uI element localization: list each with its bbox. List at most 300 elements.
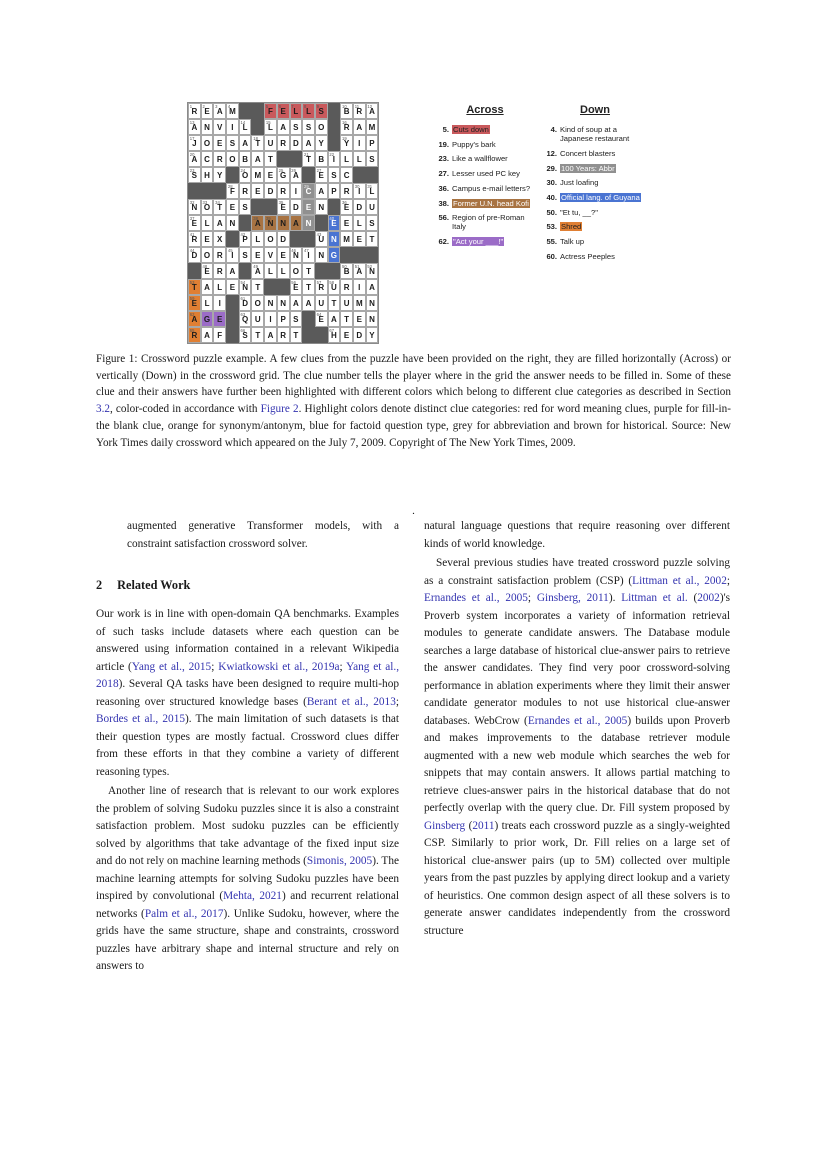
crossword-grid: [187, 102, 379, 344]
grid-cell: T: [340, 311, 353, 327]
grid-cell: Y: [213, 167, 226, 183]
grid-cell: 42 P: [239, 231, 252, 247]
clue-text: Campus e-mail letters?: [452, 183, 531, 193]
grid-black-cell: [239, 215, 252, 231]
clue-text: Concert blasters: [560, 148, 616, 158]
grid-black-cell: [251, 119, 264, 135]
grid-cell: E: [226, 199, 239, 215]
grid-black-cell: [315, 263, 328, 279]
grid-cell: 58 U: [328, 279, 341, 295]
stray-period: .: [412, 505, 415, 517]
clue-number: 23.: [438, 154, 449, 164]
citation-link[interactable]: Littman et al.: [621, 592, 688, 604]
grid-cell: E: [264, 167, 277, 183]
grid-cell: 22 I: [328, 151, 341, 167]
grid-black-cell: [302, 167, 315, 183]
clue-number: 62.: [438, 237, 449, 247]
grid-cell: 20 A: [188, 151, 201, 167]
cell-number: 40: [329, 215, 335, 221]
grid-black-cell: [290, 151, 303, 167]
grid-cell: 49 A: [251, 263, 264, 279]
grid-cell: R: [213, 263, 226, 279]
cell-number: 61: [240, 295, 246, 301]
grid-cell: A: [290, 295, 303, 311]
clue-item: [542, 193, 648, 202]
grid-cell: 12 A: [366, 103, 379, 119]
grid-cell: 56 E: [290, 279, 303, 295]
grid-cell: U: [264, 135, 277, 151]
clue-item: [434, 169, 536, 178]
grid-cell: B: [315, 151, 328, 167]
clue-text: Just loafing: [560, 178, 599, 188]
cell-number: 59: [189, 295, 195, 301]
grid-cell: N: [328, 231, 341, 247]
grid-cell: G: [201, 311, 214, 327]
clue-text: Like a wallflower: [452, 154, 508, 164]
grid-cell: B: [239, 151, 252, 167]
cell-number: 12: [367, 103, 373, 109]
grid-cell: 34 T: [213, 199, 226, 215]
cell-number: 11: [354, 103, 360, 109]
grid-cell: U: [251, 311, 264, 327]
grid-cell: L: [353, 215, 366, 231]
cell-number: 50: [342, 263, 347, 269]
grid-cell: 4 M: [226, 103, 239, 119]
list-continuation-text: augmented generative Transformer models, with a constraint satisfaction crossword solver.: [127, 520, 399, 550]
grid-cell: S: [239, 247, 252, 263]
grid-black-cell: [328, 119, 341, 135]
grid-cell: 15 L: [264, 119, 277, 135]
grid-cell: P: [328, 183, 341, 199]
grid-cell: A: [226, 263, 239, 279]
grid-cell: V: [264, 247, 277, 263]
clue-item: [434, 237, 536, 246]
cell-number: 36: [342, 199, 347, 205]
clue-text: Lesser used PC key: [452, 169, 520, 179]
citation-link[interactable]: Berant et al., 2013: [306, 695, 396, 708]
cell-number: 42: [240, 231, 246, 237]
citation-link[interactable]: Figure 2: [260, 403, 299, 416]
grid-cell: 52 N: [366, 263, 379, 279]
grid-cell: E: [226, 279, 239, 295]
grid-cell: E: [353, 231, 366, 247]
grid-cell: N: [366, 311, 379, 327]
grid-cell: C: [340, 167, 353, 183]
grid-cell: P: [277, 311, 290, 327]
clue-item: [542, 178, 648, 187]
grid-cell: O: [226, 151, 239, 167]
grid-cell: A: [353, 119, 366, 135]
grid-cell: A: [251, 151, 264, 167]
clue-text: Region of pre-Roman Italy: [452, 213, 525, 232]
grid-cell: D: [353, 327, 366, 343]
cell-number: 32: [189, 199, 195, 205]
grid-black-cell: [302, 311, 315, 327]
grid-cell: 30 I: [353, 183, 366, 199]
grid-cell: 65 R: [188, 327, 201, 343]
grid-cell: A: [201, 327, 214, 343]
clue-number: 53.: [546, 222, 557, 232]
grid-cell: R: [213, 247, 226, 263]
citation-link[interactable]: Ginsberg: [424, 819, 466, 832]
grid-cell: O: [251, 295, 264, 311]
cell-number: 21: [303, 151, 309, 157]
cell-number: 8: [303, 103, 307, 109]
grid-cell: 13 A: [188, 119, 201, 135]
cell-number: 24: [240, 167, 246, 173]
grid-cell: A: [201, 279, 214, 295]
clue-text: [452, 237, 536, 246]
grid-black-cell: [328, 103, 341, 119]
clue-text: [560, 193, 648, 202]
grid-cell: R: [277, 135, 290, 151]
cell-number: 48: [202, 263, 208, 269]
grid-black-cell: [226, 311, 239, 327]
clue-item: [542, 208, 648, 217]
cell-number: 31: [367, 183, 373, 189]
citation-link[interactable]: 2002: [697, 592, 720, 604]
right-column: [424, 518, 730, 940]
cell-number: 52: [367, 263, 373, 269]
grid-black-cell: [328, 135, 341, 151]
grid-cell: A: [302, 295, 315, 311]
grid-cell: A: [315, 183, 328, 199]
clue-number: 55.: [546, 237, 557, 247]
grid-cell: 5 F: [264, 103, 277, 119]
grid-cell: 23 S: [188, 167, 201, 183]
grid-cell: 32 N: [188, 199, 201, 215]
cell-number: 1: [189, 103, 193, 109]
clue-item: [434, 184, 536, 193]
paragraph: Several previous studies have treated crossword puzzle solving as a constraint satisfaction problem (CSP) (Littman et al., 2002; Ernandes et al., 2005; Ginsberg, 2011). Littman et al. (2002)'s Proverb system incorporates a variety of information retrieval modules to generate candidate answers. The Database module searches a large database of historical clue-answer pairs to retrieve the answer candidates. They find very poor crossword-solving performance in ablation experiments where they limit their answer candidate generator modules to not use historical clue-answer databases. WebCrow (Ernandes et al., 2005) builds upon Proverb and makes improvements to the database retriever module augmented with a new web module which searches the web for snippets that may contain answers. It allows partial matching to retrieve clues-answer pairs in the historical database that do not perfectly overlap with the query clue. Dr. Fill system proposed by Ginsberg (2011) treats each crossword puzzle as a singly-weighted CSP. Similarly to prior work, Dr. Fill relies on a large set of historical clue-answer pairs (up to 5M) collected over multiple years from the past puzzles by applying direct lookup and a variety of heuristics. One common design aspect of all these solvers is to generate answer candidates independently from the crossword structure: [424, 557, 731, 937]
grid-black-cell: [239, 263, 252, 279]
grid-cell: 19 Y: [340, 135, 353, 151]
clue-number: 38.: [438, 198, 449, 208]
grid-cell: L: [251, 231, 264, 247]
clue-highlight-purple: "Act your ___!": [453, 237, 504, 247]
grid-cell: 18 T: [251, 135, 264, 151]
grid-cell: E: [201, 231, 214, 247]
grid-cell: S: [239, 199, 252, 215]
cell-number: 14: [240, 119, 246, 125]
clue-text: Kind of soup at a Japanese restaurant: [560, 125, 630, 144]
grid-cell: 17 J: [188, 135, 201, 151]
cell-number: 23: [189, 167, 195, 173]
down-items: [542, 125, 648, 261]
grid-cell: U: [366, 199, 379, 215]
grid-cell: D: [353, 199, 366, 215]
cell-number: 67: [329, 327, 335, 333]
citation-link[interactable]: Ginsberg, 2011: [536, 592, 609, 604]
grid-cell: A: [213, 215, 226, 231]
grid-cell: I: [226, 119, 239, 135]
figure-caption: Figure 1: Crossword puzzle example. A few clues from the puzzle have been provided on the right, they are filled horizontally (Across) or vertically (Down) in the crossword grid. The clue number tells the player where in the grid the answer needs to be filled in. Some of these clue and their answers have further been highlighted with different colors which belong to different clue categories as described in Section 3.2, color-coded in accordance with Figure 2. Highlight colors denote distinct clue categories: red for word meaning clues, purple for fill-in-the blank clue, orange for synonym/antonym, blue for factoid question type, grey for abbreviation and brown for historical. Source: New York Times daily crossword which appeared on the July 7, 2009. Copyright of The New York Times, 2009.: [96, 353, 731, 449]
clue-item: [434, 213, 536, 231]
grid-black-cell: [277, 151, 290, 167]
grid-cell: 53 T: [188, 279, 201, 295]
cell-number: 54: [240, 279, 246, 285]
grid-black-cell: [302, 231, 315, 247]
grid-cell: R: [340, 279, 353, 295]
grid-cell: G: [328, 247, 341, 263]
cell-number: 45: [227, 247, 233, 253]
grid-cell: I: [264, 311, 277, 327]
cell-number: 35: [278, 199, 284, 205]
cell-number: 6: [278, 103, 281, 109]
grid-cell: 8 L: [302, 103, 315, 119]
grid-black-cell: [188, 263, 201, 279]
paragraph: Our work is in line with open-domain QA benchmarks. Examples of such tasks include datasets where each question can be answered using information contained in a relevant Wikipedia article (Yang et al., 2015; Kwiatkowski et al., 2019a; Yang et al., 2018). Several QA tasks have been designed to require multi-hop reasoning over structured knowledge bases (Berant et al., 2013; Bordes et al., 2015). The main limitation of such datasets is that their question types are mostly factual. Crossword clues differ from these efforts in that they combine a variety of different reasoning types.: [96, 608, 400, 778]
grid-cell: N: [277, 215, 290, 231]
grid-black-cell: [239, 103, 252, 119]
grid-cell: I: [213, 295, 226, 311]
cell-number: 51: [354, 263, 360, 269]
grid-cell: E: [277, 247, 290, 263]
section-number: 2: [96, 578, 103, 592]
grid-cell: T: [366, 231, 379, 247]
clue-text: [560, 164, 648, 173]
cell-number: 7: [291, 103, 294, 109]
clue-number: 12.: [546, 148, 557, 158]
citation-link[interactable]: Yang et al., 2015: [131, 660, 212, 673]
grid-black-cell: [366, 167, 379, 183]
grid-cell: L: [264, 263, 277, 279]
cell-number: 58: [329, 279, 335, 285]
grid-cell: A: [264, 327, 277, 343]
grid-cell: S: [290, 119, 303, 135]
grid-cell: S: [226, 135, 239, 151]
cell-number: 27: [316, 167, 322, 173]
grid-cell: E: [251, 183, 264, 199]
grid-cell: 10 B: [340, 103, 353, 119]
cell-number: 10: [342, 103, 347, 109]
clue-item: [434, 125, 536, 134]
grid-cell: 63 Q: [239, 311, 252, 327]
grid-cell: Y: [366, 327, 379, 343]
cell-number: 15: [265, 119, 271, 125]
cell-number: 57: [316, 279, 322, 285]
grid-cell: 54 N: [239, 279, 252, 295]
cell-number: 46: [291, 247, 296, 253]
grid-cell: 2 E: [201, 103, 214, 119]
grid-cell: R: [340, 183, 353, 199]
citation-link[interactable]: Ernandes et al., 2005: [424, 592, 528, 604]
grid-cell: 41 R: [188, 231, 201, 247]
grid-cell: 24 O: [239, 167, 252, 183]
grid-cell: A: [302, 135, 315, 151]
clue-text: [452, 125, 536, 134]
grid-cell: O: [315, 119, 328, 135]
grid-cell: 39 N: [264, 215, 277, 231]
grid-cell: T: [251, 279, 264, 295]
grid-cell: T: [302, 263, 315, 279]
clue-text: [560, 222, 648, 231]
grid-cell: L: [213, 279, 226, 295]
grid-cell: T: [264, 151, 277, 167]
cell-number: 33: [202, 199, 208, 205]
cell-number: 19: [342, 135, 347, 141]
grid-cell: E: [251, 247, 264, 263]
cell-number: 5: [265, 103, 269, 109]
grid-cell: A: [239, 135, 252, 151]
grid-cell: T: [290, 327, 303, 343]
grid-cell: 37 E: [188, 215, 201, 231]
clue-item: [542, 149, 648, 158]
clue-highlight-grey: 100 Years: Abbr: [561, 163, 615, 173]
grid-cell: 43 U: [315, 231, 328, 247]
grid-cell: 40 E: [328, 215, 341, 231]
grid-cell: 3 A: [213, 103, 226, 119]
grid-cell: 14 L: [239, 119, 252, 135]
clue-highlight-brown: Former U.N. head Kofi: [453, 198, 529, 208]
grid-cell: C: [201, 151, 214, 167]
paragraph: natural language questions that require reasoning over different kinds of world knowledge.: [424, 520, 730, 550]
grid-cell: S: [366, 215, 379, 231]
clue-text: [452, 199, 536, 208]
cell-number: 37: [189, 215, 195, 221]
cell-number: 64: [316, 311, 322, 317]
grid-black-cell: [302, 327, 315, 343]
grid-cell: S: [302, 119, 315, 135]
grid-cell: 45 I: [226, 247, 239, 263]
grid-cell: H: [201, 167, 214, 183]
grid-black-cell: [328, 263, 341, 279]
cell-number: 22: [329, 151, 335, 157]
cell-number: 16: [342, 119, 347, 125]
clue-item: [542, 125, 648, 143]
cell-number: 34: [215, 199, 220, 205]
cell-number: 18: [253, 135, 258, 141]
cell-number: 38: [253, 215, 258, 221]
grid-black-cell: [277, 279, 290, 295]
clue-highlight-red: Cuts down: [453, 125, 489, 134]
clue-item: [542, 237, 648, 246]
grid-cell: 7 L: [290, 103, 303, 119]
grid-cell: 46 N: [290, 247, 303, 263]
grid-cell: N: [277, 295, 290, 311]
down-clue-list: [542, 104, 648, 267]
grid-cell: I: [290, 183, 303, 199]
grid-cell: E: [340, 215, 353, 231]
down-header: Down: [580, 104, 610, 116]
grid-cell: R: [277, 183, 290, 199]
citation-link[interactable]: Palm et al., 2017: [144, 907, 224, 920]
cell-number: 3: [215, 103, 218, 109]
grid-cell: 36 E: [340, 199, 353, 215]
grid-cell: 28 F: [226, 183, 239, 199]
grid-cell: 38 A: [251, 215, 264, 231]
grid-cell: O: [201, 135, 214, 151]
grid-cell: N: [315, 247, 328, 263]
grid-black-cell: [264, 199, 277, 215]
grid-black-cell: [366, 247, 379, 263]
cell-number: 63: [240, 311, 246, 317]
grid-cell: 47 I: [302, 247, 315, 263]
cell-number: 49: [253, 263, 258, 269]
citation-link[interactable]: Ernandes et al., 2005: [527, 714, 628, 727]
grid-cell: E: [213, 135, 226, 151]
grid-cell: R: [239, 183, 252, 199]
across-header: Across: [466, 104, 504, 116]
grid-cell: N: [366, 295, 379, 311]
grid-cell: 50 B: [340, 263, 353, 279]
grid-black-cell: [264, 279, 277, 295]
cell-number: 17: [189, 135, 195, 141]
section-title: Related Work: [117, 578, 191, 592]
grid-cell: 29 C: [302, 183, 315, 199]
grid-cell: 31 L: [366, 183, 379, 199]
clue-text: Puppy's bark: [452, 139, 496, 149]
grid-cell: P: [366, 135, 379, 151]
clue-number: 36.: [438, 183, 449, 193]
cell-number: 4: [227, 103, 231, 109]
citation-link[interactable]: Simonis, 2005: [306, 855, 373, 867]
grid-black-cell: [340, 247, 353, 263]
grid-cell: I: [353, 135, 366, 151]
grid-cell: R: [277, 327, 290, 343]
cell-number: 39: [265, 215, 271, 221]
grid-black-cell: [353, 167, 366, 183]
citation-link[interactable]: 2011: [472, 819, 495, 832]
grid-cell: A: [366, 279, 379, 295]
cell-number: 30: [354, 183, 360, 189]
grid-cell: D: [290, 135, 303, 151]
grid-cell: M: [340, 231, 353, 247]
cell-number: 65: [189, 327, 195, 333]
clue-item: [434, 154, 536, 163]
grid-cell: 35 E: [277, 199, 290, 215]
citation-link[interactable]: Littman et al., 2002: [632, 574, 727, 587]
citation-link[interactable]: Mehta, 2021: [223, 890, 282, 902]
grid-black-cell: [213, 183, 226, 199]
clue-text: "Et tu, __?": [560, 207, 598, 217]
grid-cell: N: [264, 295, 277, 311]
cell-number: 41: [189, 231, 195, 237]
grid-cell: L: [340, 151, 353, 167]
grid-cell: S: [366, 151, 379, 167]
cell-number: 44: [189, 247, 195, 253]
citation-link[interactable]: Bordes et al., 2015: [96, 713, 185, 725]
grid-cell: 27 E: [315, 167, 328, 183]
citation-link[interactable]: Yang et al., 2018: [96, 660, 400, 690]
citation-link[interactable]: 3.2: [96, 403, 110, 416]
grid-cell: 26 A: [290, 167, 303, 183]
cell-number: 56: [291, 279, 296, 285]
paragraph: Another line of research that is relevant to our work explores the problem of solving Sudoku puzzles since it is also a constraint satisfaction problem. Most sudoku puzzles can be efficiently solved by algorithms that take advantage of the fixed input size and do not rely on machine learning methods (Simonis, 2005). The machine learning attempts for solving Sudoku puzzles have been inspired by convolutional (Mehta, 2021) and recurrent relational networks (Palm et al., 2017). Unlike Sudoku, however, where the grids have the same structure, shape and constraints, crossword puzzles have arbitrary shape and internal structure and rely on answers to: [96, 785, 399, 972]
grid-cell: T: [302, 279, 315, 295]
grid-black-cell: [315, 327, 328, 343]
grid-cell: M: [353, 295, 366, 311]
grid-cell: M: [366, 119, 379, 135]
grid-cell: L: [277, 263, 290, 279]
grid-cell: A: [277, 119, 290, 135]
clue-number: 4.: [550, 125, 557, 134]
grid-cell: 61 D: [239, 295, 252, 311]
grid-black-cell: [226, 167, 239, 183]
grid-black-cell: [201, 183, 214, 199]
citation-link[interactable]: Kwiatkowski et al., 2019a: [218, 660, 340, 673]
clue-number: 27.: [438, 169, 449, 179]
grid-cell: 59 E: [188, 295, 201, 311]
grid-cell: X: [213, 231, 226, 247]
clue-number: 60.: [546, 251, 557, 261]
grid-cell: 51 A: [353, 263, 366, 279]
clue-item: [542, 164, 648, 173]
grid-cell: E: [353, 311, 366, 327]
grid-cell: T: [251, 327, 264, 343]
clue-number: 29.: [546, 163, 557, 173]
clue-item: [542, 222, 648, 231]
